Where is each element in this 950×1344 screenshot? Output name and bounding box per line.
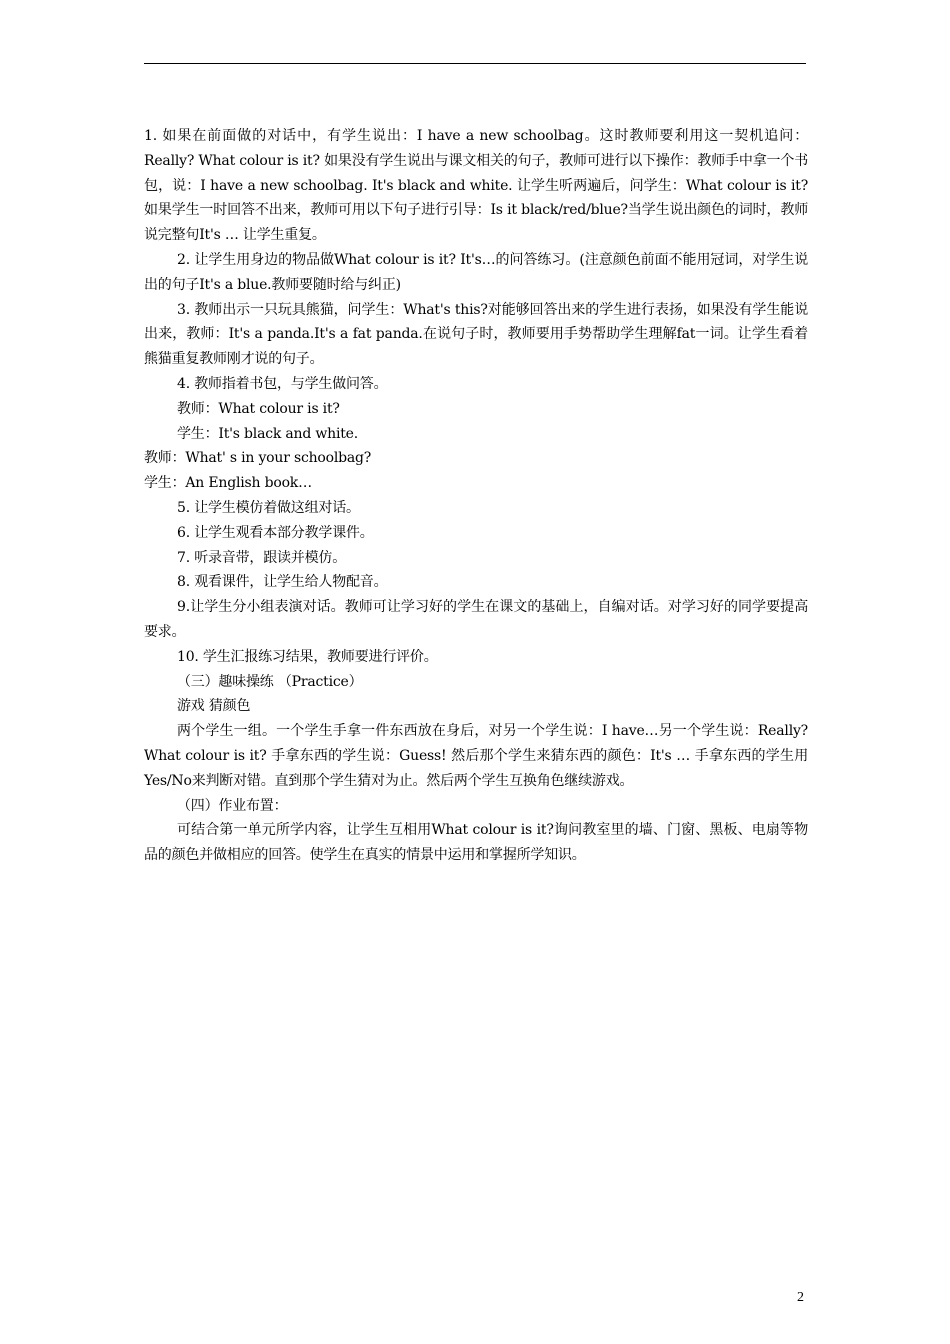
page-number: 2 — [797, 1290, 804, 1305]
paragraph-4: 4. 教师指着书包，与学生做问答。 — [177, 375, 388, 392]
paragraph-8: 8. 观看课件，让学生给人物配音。 — [177, 574, 388, 591]
dialogue-teacher-2: 教师：What' s in your schoolbag? — [144, 450, 372, 467]
paragraph-9: 9.让学生分小组表演对话。教师可让学习好的学生在课文的基础上，自编对话。对学习好的同学要提高要求。 — [144, 599, 808, 640]
paragraph-5: 5. 让学生模仿着做这组对话。 — [177, 499, 360, 516]
dialogue-student-1: 学生：It's black and white. — [177, 425, 359, 442]
header-rule — [144, 63, 806, 64]
paragraph-2: 2. 让学生用身边的物品做What colour is it? It's…的问答练习。(注意颜色前面不能用冠词，对学生说出的句子It's a blue.教师要随时给与纠正) — [144, 251, 808, 293]
document-body — [144, 124, 808, 868]
game-description: 两个学生一组。一个学生手拿一件东西放在身后，对另一个学生说：I have…另一个学生说：Really? What colour is it? 手拿东西的学生说：Guess! 然后那个学生来猜东西的颜色：It's … 手拿东西的学生用Yes/No来判断对错。直到那个学生猜对为止。然后两个学生互换角色继续游戏。 — [144, 723, 808, 789]
homework-description: 可结合第一单元所学内容，让学生互相用What colour is it?询问教室里的墙、门窗、黑板、电扇等物品的颜色并做相应的回答。使学生在真实的情景中运用和掌握所学知识。 — [144, 822, 808, 864]
paragraph-7: 7. 听录音带，跟读并模仿。 — [177, 549, 347, 566]
section-heading-practice: （三）趣味操练 （Practice） — [177, 673, 363, 690]
paragraph-10: 10. 学生汇报练习结果，教师要进行评价。 — [177, 648, 438, 665]
section-heading-homework: （四）作业布置： — [177, 797, 288, 814]
paragraph-6: 6. 让学生观看本部分教学课件。 — [177, 524, 374, 541]
dialogue-student-2: 学生：An English book… — [144, 475, 312, 492]
paragraph-3: 3. 教师出示一只玩具熊猫，问学生：What's this?对能够回答出来的学生进行表扬，如果没有学生能说出来，教师：It's a panda.It's a fat panda.在说句子时，教师要用手势帮助学生理解fat一词。让学生看着熊猫重复教师刚才说的句子。 — [144, 301, 808, 368]
game-title: 游戏 猜颜色 — [177, 698, 251, 715]
paragraph-1: 1. 如果在前面做的对话中，有学生说出：I have a new schoolbag。这时教师要利用这一契机追问：Really? What colour is it? 如果没有学生说出与课文相关的句子，教师可进行以下操作：教师手中拿一个书包，说：I have a new schoolbag. It's black and white. 让学生听两遍后，问学生：What colour is it? 如果学生一时回答不出来，教师可用以下句子进行引导：Is it black/red/blue?当学生说出颜色的词时，教师说完整句It's … 让学生重复。 — [144, 128, 808, 244]
dialogue-teacher-1: 教师：What colour is it? — [177, 400, 340, 417]
